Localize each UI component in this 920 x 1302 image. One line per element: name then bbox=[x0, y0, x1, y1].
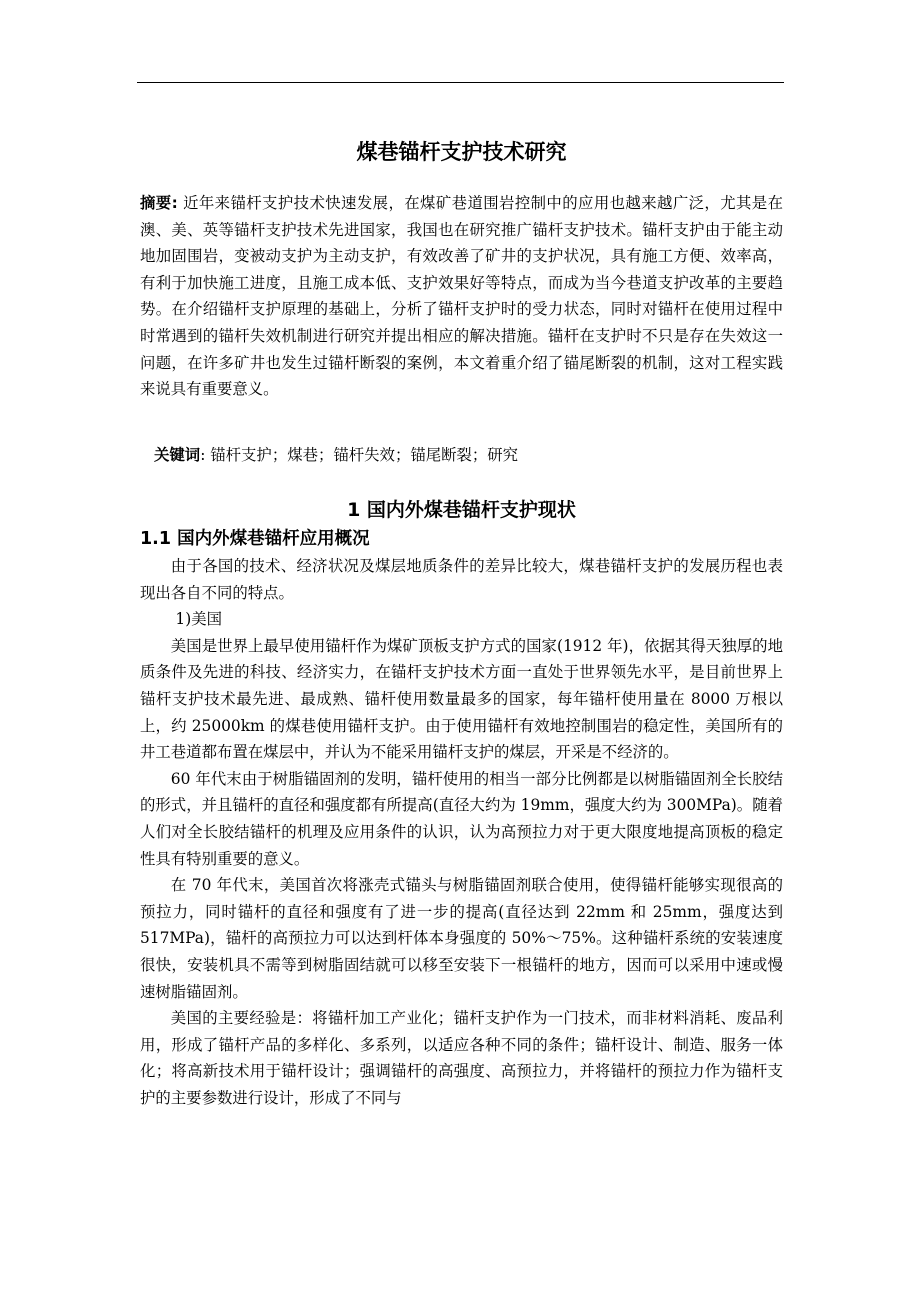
abstract bbox=[140, 190, 783, 403]
header-rule bbox=[137, 82, 784, 83]
list-item-heading: 1)美国 bbox=[175, 610, 222, 629]
abstract-text: 近年来锚杆支护技术快速发展，在煤矿巷道围岩控制中的应用也越来越广泛，尤其是在澳、美、英等锚杆支护技术先进国家，我国也在研究推广锚杆支护技术。锚杆支护由于能主动地加固围岩，变被动支护为主动支护，有效改善了矿井的支护状况，具有施工方便、效率高，有利于加快施工进度，且施工成本低、支护效果好等特点，而成为当今巷道支护改革的主要趋势。在介绍锚杆支护原理的基础上，分析了锚杆支护时的受力状态，同时对锚杆在使用过程中时常遇到的锚杆失效机制进行研究并提出相应的解决措施。锚杆在支护时不只是存在失效这一问题，在许多矿井也发生过锚杆断裂的案例，本文着重介绍了锚尾断裂的机制，这对工程实践来说具有重要意义。 bbox=[140, 194, 783, 399]
paragraph: 由于各国的技术、经济状况及煤层地质条件的差异比较大，煤巷锚杆支护的发展历程也表现出各自不同的特点。 bbox=[140, 557, 783, 602]
abstract-label: 摘要: bbox=[140, 194, 178, 212]
keywords-text: : 锚杆支护；煤巷；锚杆失效；锚尾断裂；研究 bbox=[200, 446, 519, 464]
subsection-heading: 1.1 国内外煤巷锚杆应用概况 bbox=[140, 529, 370, 549]
paragraph: 美国的主要经验是：将锚杆加工产业化；锚杆支护作为一门技术，而非材料消耗、废品利用，形成了锚杆产品的多样化、多系列，以适应各种不同的条件；锚杆设计、制造、服务一体化；将高新技术用于锚杆设计；强调锚杆的高强度、高预拉力，并将锚杆的预拉力作为锚杆支护的主要参数进行设计，形成了不同与 bbox=[140, 1009, 783, 1107]
paragraph: 在 70 年代末，美国首次将涨壳式锚头与树脂锚固剂联合使用，使得锚杆能够实现很高的预拉力，同时锚杆的直径和强度有了进一步的提高(直径达到 22mm 和 25mm，强度达到 517MPa)，锚杆的高预拉力可以达到杆体本身强度的 50%～75%。这种锚杆系统的安装速度很快，安装机具不需等到树脂固结就可以移至安装下一根锚杆的地方，因而可以采用中速或慢速树脂锚固剂。 bbox=[140, 876, 783, 1001]
keywords bbox=[154, 442, 783, 468]
body-text bbox=[140, 553, 783, 1111]
keywords-label: 关键词 bbox=[154, 446, 201, 464]
paragraph: 60 年代末由于树脂锚固剂的发明，锚杆使用的相当一部分比例都是以树脂锚固剂全长胶结的形式，并且锚杆的直径和强度都有所提高(直径大约为 19mm，强度大约为 300MPa)。随着人们对全长胶结锚杆的机理及应用条件的认识，认为高预拉力对于更大限度地提高顶板的稳定性具有特别重要的意义。 bbox=[140, 769, 783, 868]
paragraph: 美国是世界上最早使用锚杆作为煤矿顶板支护方式的国家(1912 年)，依据其得天独厚的地质条件及先进的科技、经济实力，在锚杆支护技术方面一直处于世界领先水平，是目前世界上锚杆支护技术最先进、最成熟、锚杆使用数量最多的国家，每年锚杆使用量在 8000 万根以上，约 25000km 的煤巷使用锚杆支护。由于使用锚杆有效地控制围岩的稳定性，美国所有的井工巷道都布置在煤层中，并认为不能采用锚杆支护的煤层，开采是不经济的。 bbox=[140, 636, 783, 762]
section-heading: 1 国内外煤巷锚杆支护现状 bbox=[347, 499, 576, 521]
document-title: 煤巷锚杆支护技术研究 bbox=[356, 140, 567, 164]
